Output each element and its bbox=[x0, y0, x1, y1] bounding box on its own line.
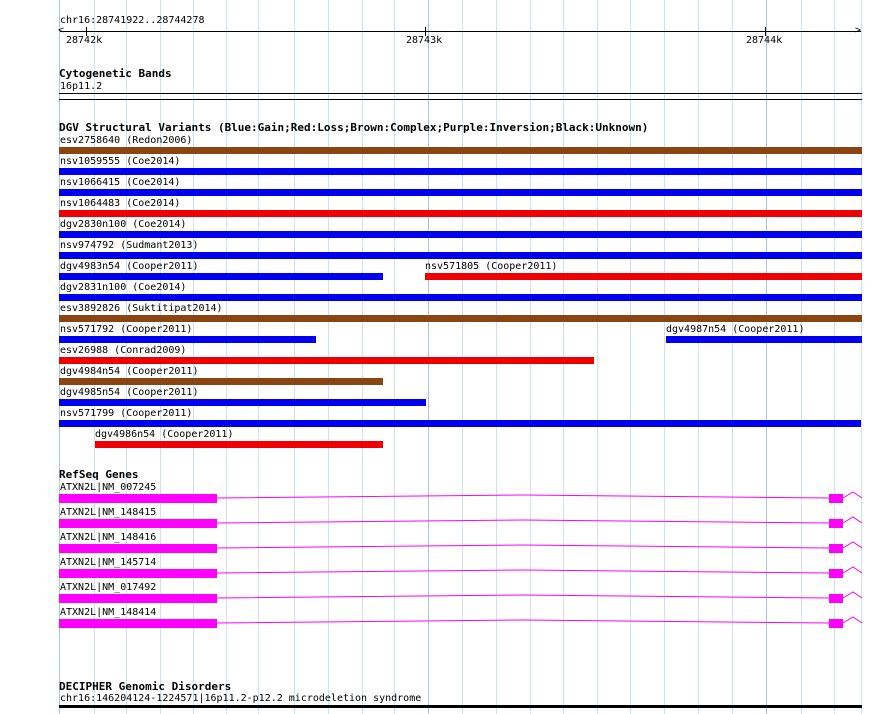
intron-line bbox=[843, 542, 862, 548]
dgv-variant-bar[interactable] bbox=[59, 294, 862, 301]
cytoband-line bbox=[59, 99, 862, 100]
gene-intron bbox=[0, 615, 890, 635]
dgv-variant-bar[interactable] bbox=[59, 315, 862, 322]
cytoband-track-title: Cytogenetic Bands bbox=[59, 67, 172, 80]
ruler-right-arrow-icon: > bbox=[855, 25, 862, 36]
intron-line bbox=[217, 520, 829, 523]
dgv-variant-label[interactable]: esv3892826 (Suktitipat2014) bbox=[60, 303, 223, 314]
decipher-track-title: DECIPHER Genomic Disorders bbox=[59, 680, 232, 693]
intron-line bbox=[843, 567, 862, 573]
gene-label[interactable]: ATXN2L|NM_017492 bbox=[60, 582, 157, 593]
dgv-variant-bar[interactable] bbox=[59, 357, 594, 364]
gene-label[interactable]: ATXN2L|NM_148416 bbox=[60, 532, 157, 543]
intron-line bbox=[843, 617, 862, 623]
dgv-variant-label[interactable]: dgv4986n54 (Cooper2011) bbox=[95, 429, 234, 440]
intron-line bbox=[217, 495, 829, 498]
gene-label[interactable]: ATXN2L|NM_148415 bbox=[60, 507, 157, 518]
dgv-variant-label[interactable]: dgv2830n100 (Coe2014) bbox=[60, 219, 187, 230]
dgv-variant-label[interactable]: dgv4985n54 (Cooper2011) bbox=[60, 387, 199, 398]
intron-line bbox=[217, 620, 829, 623]
dgv-variant-bar[interactable] bbox=[95, 441, 383, 448]
dgv-variant-bar[interactable] bbox=[59, 336, 316, 343]
dgv-variant-label[interactable]: nsv571805 (Cooper2011) bbox=[425, 261, 558, 272]
dgv-variant-label[interactable]: dgv2831n100 (Coe2014) bbox=[60, 282, 187, 293]
gene-label[interactable]: ATXN2L|NM_145714 bbox=[60, 557, 157, 568]
dgv-variant-label[interactable]: nsv571799 (Cooper2011) bbox=[60, 408, 193, 419]
dgv-variant-bar[interactable] bbox=[425, 273, 862, 280]
cytoband-line bbox=[59, 93, 862, 94]
ruler-tick-label: 28743k bbox=[406, 35, 443, 46]
intron-line bbox=[217, 545, 829, 548]
refseq-track-title: RefSeq Genes bbox=[59, 468, 139, 481]
dgv-variant-label[interactable]: esv26988 (Conrad2009) bbox=[60, 345, 187, 356]
ruler-left-arrow-icon: < bbox=[58, 25, 65, 36]
dgv-variant-bar[interactable] bbox=[59, 210, 862, 217]
ruler-tick-label: 28744k bbox=[746, 35, 783, 46]
intron-line bbox=[217, 570, 829, 573]
dgv-variant-label[interactable]: esv2758640 (Redon2006) bbox=[60, 135, 193, 146]
dgv-variant-bar[interactable] bbox=[59, 399, 426, 406]
dgv-variant-bar[interactable] bbox=[59, 147, 862, 154]
dgv-variant-bar[interactable] bbox=[59, 231, 862, 238]
dgv-variant-bar[interactable] bbox=[59, 420, 861, 427]
dgv-variant-bar[interactable] bbox=[666, 336, 862, 343]
ruler-axis[interactable] bbox=[60, 31, 861, 32]
dgv-variant-label[interactable]: dgv4983n54 (Cooper2011) bbox=[60, 261, 199, 272]
dgv-variant-bar[interactable] bbox=[59, 273, 383, 280]
ruler-tick-label: 28742k bbox=[66, 35, 103, 46]
decipher-feature-bar[interactable] bbox=[59, 705, 862, 708]
dgv-variant-label[interactable]: nsv1059555 (Coe2014) bbox=[60, 156, 181, 167]
dgv-variant-bar[interactable] bbox=[59, 252, 862, 259]
cytoband-label[interactable]: 16p11.2 bbox=[60, 81, 103, 92]
dgv-variant-bar[interactable] bbox=[59, 168, 862, 175]
intron-line bbox=[843, 517, 862, 523]
intron-line bbox=[843, 492, 862, 498]
dgv-variant-label[interactable]: nsv1064483 (Coe2014) bbox=[60, 198, 181, 209]
dgv-variant-bar[interactable] bbox=[59, 378, 383, 385]
dgv-variant-bar[interactable] bbox=[59, 189, 862, 196]
gene-label[interactable]: ATXN2L|NM_007245 bbox=[60, 482, 157, 493]
dgv-variant-label[interactable]: dgv4984n54 (Cooper2011) bbox=[60, 366, 199, 377]
dgv-variant-label[interactable]: nsv1066415 (Coe2014) bbox=[60, 177, 181, 188]
decipher-feature-label[interactable]: chr16:146204124-1224571|16p11.2-p12.2 microdeletion syndrome bbox=[60, 693, 422, 704]
dgv-variant-label[interactable]: nsv571792 (Cooper2011) bbox=[60, 324, 193, 335]
dgv-variant-label[interactable]: dgv4987n54 (Cooper2011) bbox=[666, 324, 805, 335]
dgv-track-title: DGV Structural Variants (Blue:Gain;Red:Loss;Brown:Complex;Purple:Inversion;Black:Unknown) bbox=[59, 121, 649, 134]
dgv-variant-label[interactable]: nsv974792 (Sudmant2013) bbox=[60, 240, 199, 251]
locus-label: chr16:28741922..28744278 bbox=[60, 15, 205, 26]
intron-line bbox=[843, 592, 862, 598]
intron-line bbox=[217, 595, 829, 598]
gene-label[interactable]: ATXN2L|NM_148414 bbox=[60, 607, 157, 618]
